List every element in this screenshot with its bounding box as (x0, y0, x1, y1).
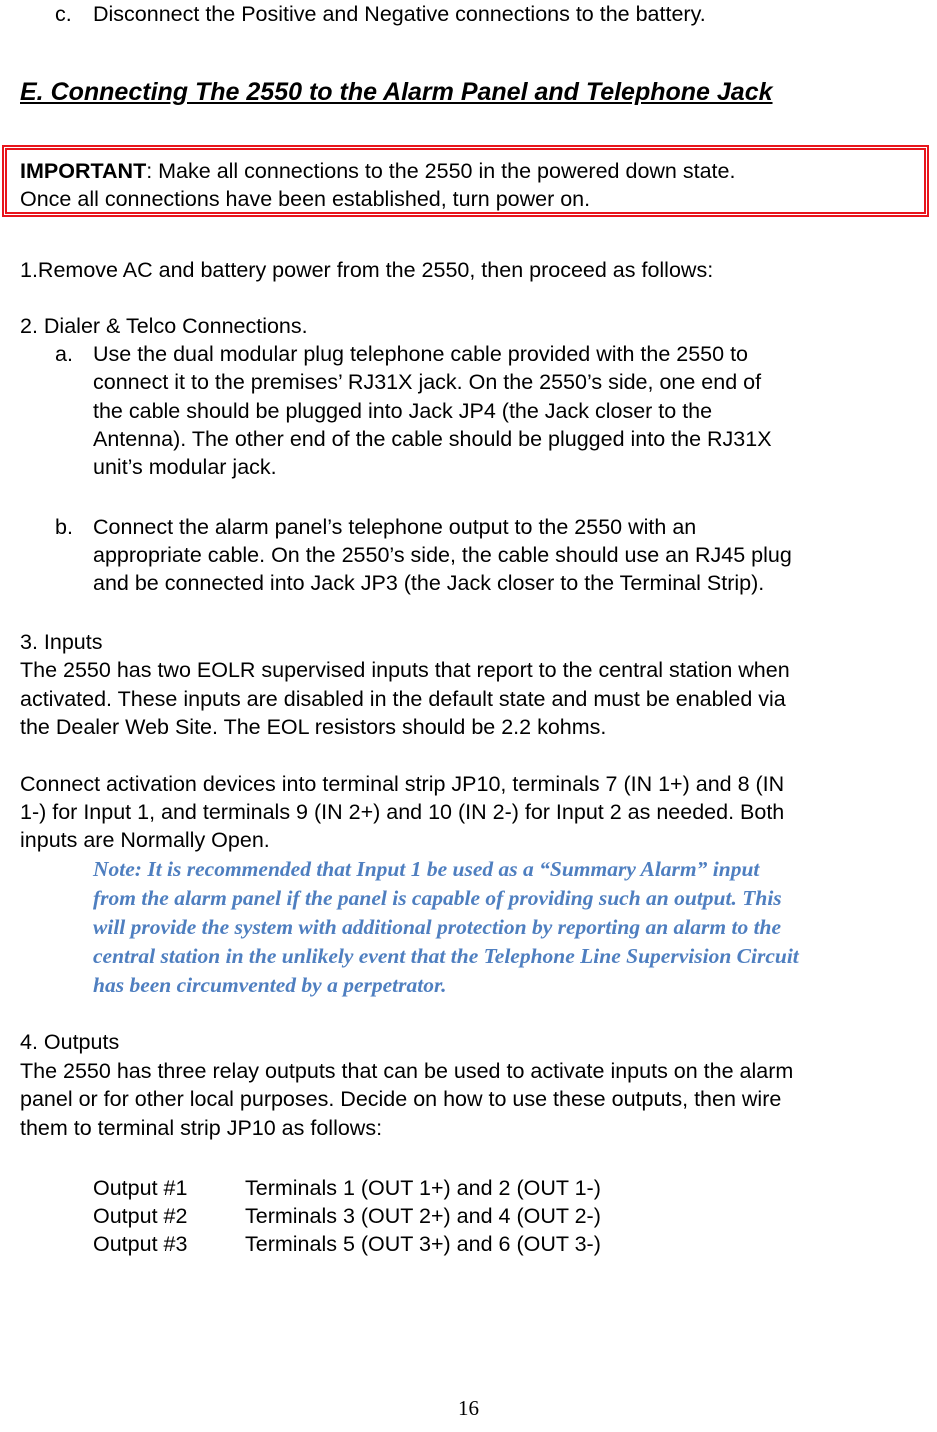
note-line: will provide the system with additional protection by reporting an alarm to the (93, 915, 782, 939)
step-3-title: 3. Inputs (20, 630, 103, 654)
step-3-para2-line: 1-) for Input 1, and terminals 9 (IN 2+) and 10 (IN 2-) for Input 2 as needed. Both (20, 800, 785, 824)
note-line: central station in the unlikely event that the Telephone Line Supervision Circuit (93, 944, 799, 968)
step-2a-line: the cable should be plugged into Jack JP4 (the Jack closer to the (93, 399, 713, 423)
important-line-2: Once all connections have been established, turn power on. (20, 187, 591, 211)
note-line: from the alarm panel if the panel is capable of providing such an output. This (93, 886, 782, 910)
step-2-title: 2. Dialer & Telco Connections. (20, 314, 308, 338)
step-2a-line: unit’s modular jack. (93, 455, 277, 479)
list-marker-c: c. (55, 2, 72, 26)
output-terminals: Terminals 5 (OUT 3+) and 6 (OUT 3-) (245, 1232, 601, 1256)
step-4-para-line: panel or for other local purposes. Decide on how to use these outputs, then wire (20, 1087, 782, 1111)
output-label: Output #2 (93, 1204, 188, 1228)
step-4-title: 4. Outputs (20, 1030, 120, 1054)
step-2a-line: connect it to the premises’ RJ31X jack. On the 2550’s side, one end of (93, 370, 762, 394)
step-3-para1-line: The 2550 has two EOLR supervised inputs that report to the central station when (20, 658, 790, 682)
note-line: Note: It is recommended that Input 1 be used as a “Summary Alarm” input (93, 857, 760, 881)
step-3-para2-line: Connect activation devices into terminal strip JP10, terminals 7 (IN 1+) and 8 (IN (20, 772, 785, 796)
section-title: E. Connecting The 2550 to the Alarm Panel and Telephone Jack (20, 78, 773, 106)
step-c-text: Disconnect the Positive and Negative connections to the battery. (93, 2, 706, 26)
step-4-para-line: them to terminal strip JP10 as follows: (20, 1116, 383, 1140)
output-terminals: Terminals 3 (OUT 2+) and 4 (OUT 2-) (245, 1204, 601, 1228)
step-3-para2-line: inputs are Normally Open. (20, 828, 270, 852)
list-marker-b: b. (55, 515, 73, 539)
step-1-text: 1.Remove AC and battery power from the 2550, then proceed as follows: (20, 258, 714, 282)
step-2a-line: Use the dual modular plug telephone cable provided with the 2550 to (93, 342, 749, 366)
output-terminals: Terminals 1 (OUT 1+) and 2 (OUT 1-) (245, 1176, 601, 1200)
step-4-para-line: The 2550 has three relay outputs that can be used to activate inputs on the alarm (20, 1059, 794, 1083)
important-label: IMPORTANT (20, 159, 147, 183)
step-2b-line: Connect the alarm panel’s telephone output to the 2550 with an (93, 515, 697, 539)
step-3-para1-line: the Dealer Web Site. The EOL resistors should be 2.2 kohms. (20, 715, 607, 739)
list-marker-a: a. (55, 342, 73, 366)
step-2a-line: Antenna). The other end of the cable should be plugged into the RJ31X (93, 427, 772, 451)
step-2b-line: and be connected into Jack JP3 (the Jack closer to the Terminal Strip). (93, 571, 765, 595)
output-label: Output #3 (93, 1232, 188, 1256)
output-label: Output #1 (93, 1176, 188, 1200)
note-line: has been circumvented by a perpetrator. (93, 973, 447, 997)
step-2b-line: appropriate cable. On the 2550’s side, the cable should use an RJ45 plug (93, 543, 792, 567)
page-number: 16 (458, 1396, 479, 1420)
step-3-para1-line: activated. These inputs are disabled in the default state and must be enabled via (20, 687, 786, 711)
important-line-1 (20, 157, 735, 185)
important-text-1: : Make all connections to the 2550 in the powered down state. (146, 159, 736, 183)
